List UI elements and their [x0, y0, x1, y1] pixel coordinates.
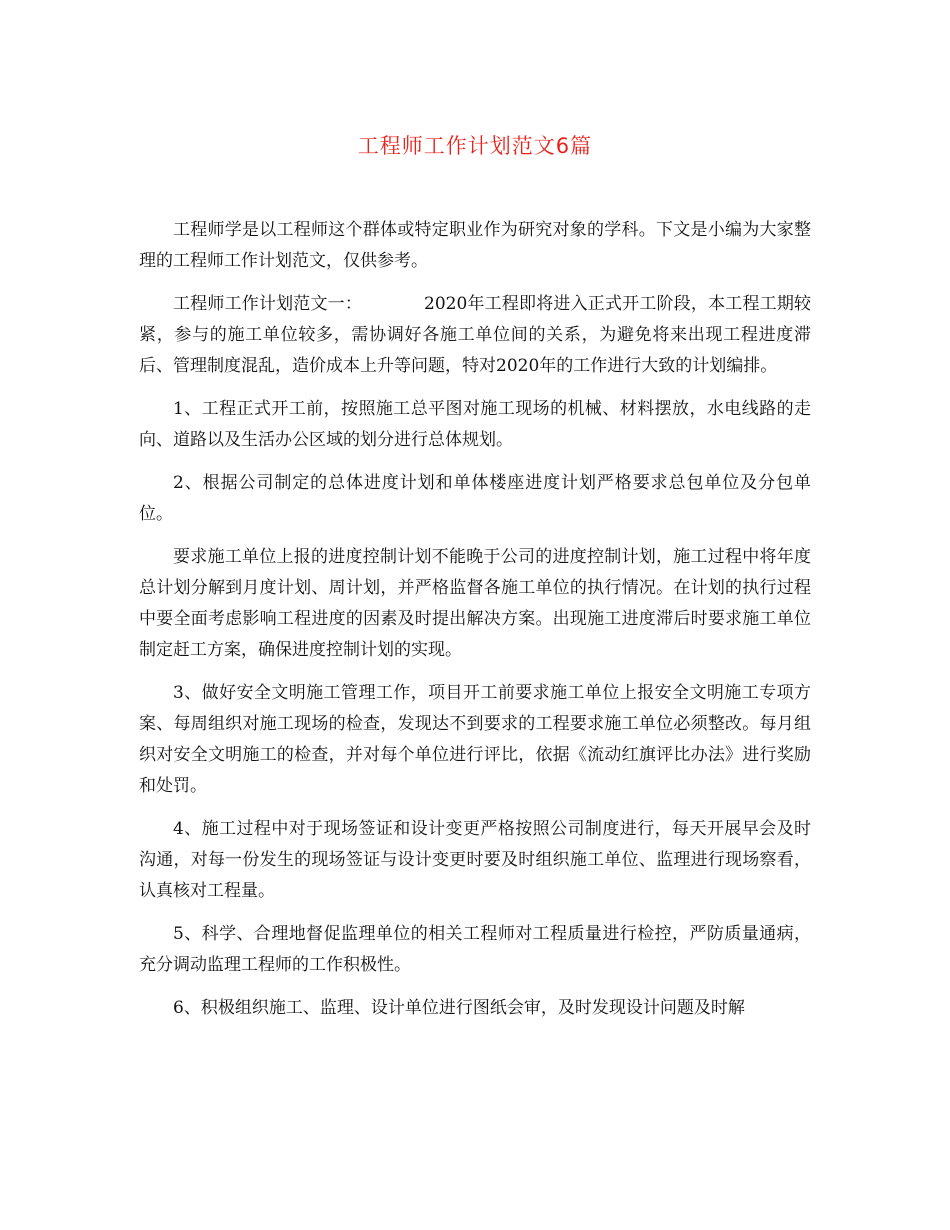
schedule-control-paragraph: 要求施工单位上报的进度控制计划不能晚于公司的进度控制计划，施工过程中将年度总计划分解到月度计划、周计划，并严格监督各施工单位的执行情况。在计划的执行过程中要全面考虑影响工程进度的因素及时提出解决方案。出现施工进度滞后时要求施工单位制定赶工方案，确保进度控制计划的实现。 — [139, 547, 811, 660]
plan-one-text: 2020年工程即将进入正式开工阶段，本工程工期较紧，参与的施工单位较多，需协调好各施工单位间的关系，为避免将来出现工程进度滞后、管理制度混乱，造价成本上升等问题，特对2020年的工作进行大致的计划编排。 — [139, 294, 812, 376]
item-5-paragraph: 5、科学、合理地督促监理单位的相关工程师对工程质量进行检控，严防质量通病，充分调动监理工程师的工作积极性。 — [139, 924, 811, 975]
item-1-paragraph: 1、工程正式开工前，按照施工总平图对施工现场的机械、材料摆放，水电线路的走向、道路以及生活办公区域的划分进行总体规划。 — [139, 399, 811, 450]
plan-one-paragraph — [139, 289, 811, 382]
intro-paragraph: 工程师学是以工程师这个群体或特定职业作为研究对象的学科。下文是小编为大家整理的工程师工作计划范文，仅供参考。 — [139, 220, 811, 271]
plan-one-label: 工程师工作计划范文一： — [173, 294, 363, 314]
item-3-paragraph: 3、做好安全文明施工管理工作，项目开工前要求施工单位上报安全文明施工专项方案、每周组织对施工现场的检查，发现达不到要求的工程要求施工单位必须整改。每月组织对安全文明施工的检查，并对每个单位进行评比，依据《流动红旗评比办法》进行奖励和处罚。 — [139, 683, 811, 796]
item-4-paragraph: 4、施工过程中对于现场签证和设计变更严格按照公司制度进行，每天开展早会及时沟通，对每一份发生的现场签证与设计变更时要及时组织施工单位、监理进行现场察看，认真核对工程量。 — [139, 819, 811, 901]
document-body — [139, 215, 811, 1036]
item-6-paragraph: 6、积极组织施工、监理、设计单位进行图纸会审，及时发现设计问题及时解 — [173, 998, 745, 1018]
item-2-paragraph: 2、根据公司制定的总体进度计划和单体楼座进度计划严格要求总包单位及分包单位。 — [139, 473, 811, 524]
document-title: 工程师工作计划范文6篇 — [357, 134, 593, 158]
